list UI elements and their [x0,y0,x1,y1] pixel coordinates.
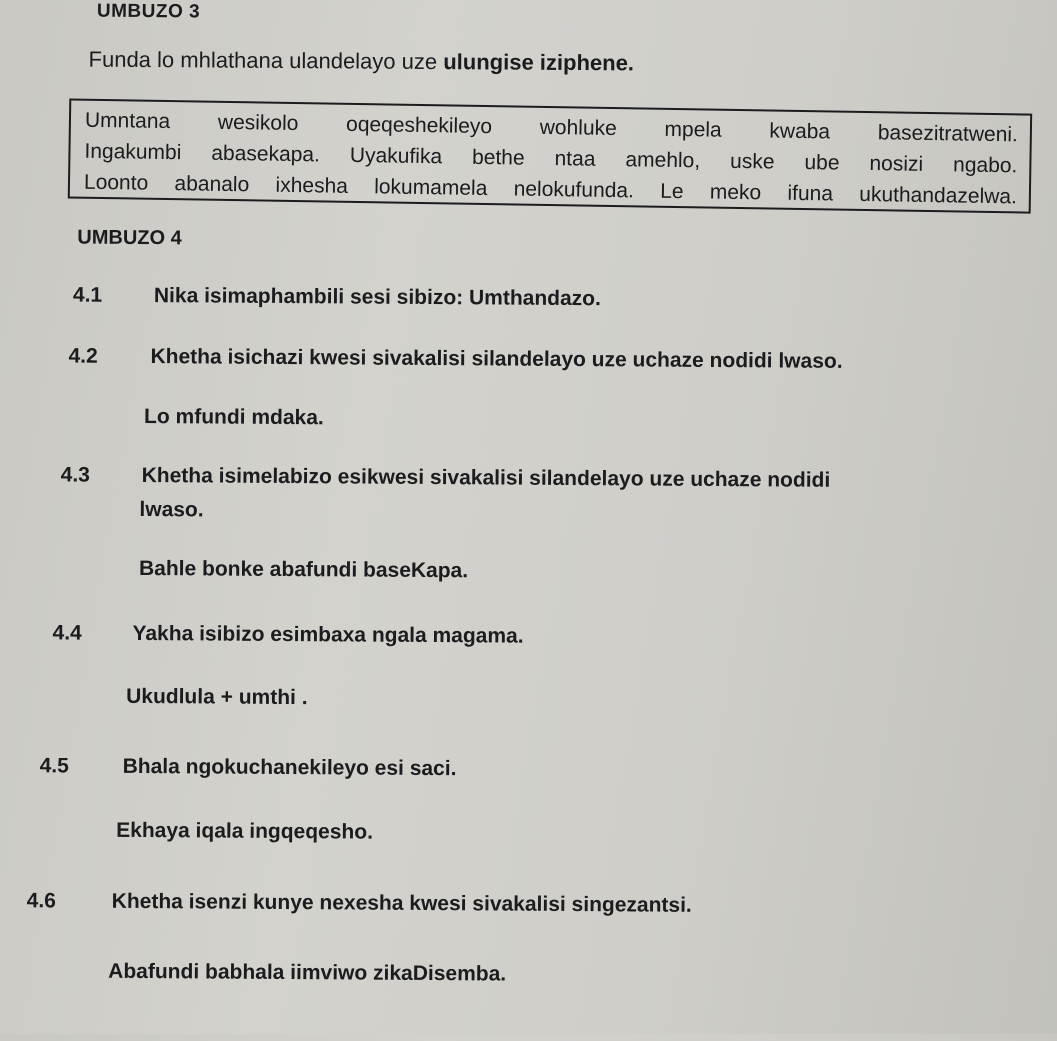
section-4-heading: UMBUZO 4 [77,226,182,250]
question-number: 4.1 [72,283,103,307]
passage-line: Ingakumbi abasekapa. Uyakufika bethe ntaa amehlo, uske ube nosizi ngabo. [84,139,1018,178]
question-text: Khetha isenzi kunye nexesha kwesi sivakalisi singezantsi. [111,889,692,917]
question-text: Nika isimaphambili sesi sibizo: Umthandazo. [153,284,601,311]
question-text: Yakha isibizo esimbaxa ngala magama. [132,621,524,648]
instruction-bold: ulungise iziphene. [443,49,635,76]
question-example: Bahle bonke abafundi baseKapa. [138,556,469,583]
question-example: Lo mfundi mdaka. [144,405,324,430]
question-number: 4.2 [68,344,98,368]
instruction-text [88,47,634,77]
section-3-heading: UMBUZO 3 [96,0,201,23]
question-text: Khetha isichazi kwesi sivakalisi silandelayo uze uchaze nodidi lwaso. [150,345,843,373]
question-example: Ekhaya iqala ingqeqesho. [116,818,374,844]
question-number: 4.6 [26,889,56,913]
passage-line: Umntana wesikolo oqeqeshekileyo wohluke mpela kwaba basezitratweni. [84,108,1019,147]
question-number: 4.3 [60,463,90,487]
question-example: Ukudlula + umthi . [126,684,308,710]
question-number: 4.5 [39,754,69,778]
question-text: Khetha isimelabizo esikwesi sivakalisi silandelayo uze uchaze nodidi [141,464,831,492]
question-number: 4.4 [52,621,82,645]
instruction-plain: Funda lo mhlathana ulandelayo uze [88,46,444,75]
passage-box [68,98,1032,213]
question-text: Bhala ngokuchanekileyo esi saci. [122,754,457,781]
question-text-continued: lwaso. [139,497,204,522]
question-example: Abafundi babhala iimviwo zikaDisemba. [108,959,507,986]
passage-line: Loonto abanalo ixhesha lokumamela nelokufunda. Le meko ifuna ukuthandazelwa. [83,170,1018,209]
